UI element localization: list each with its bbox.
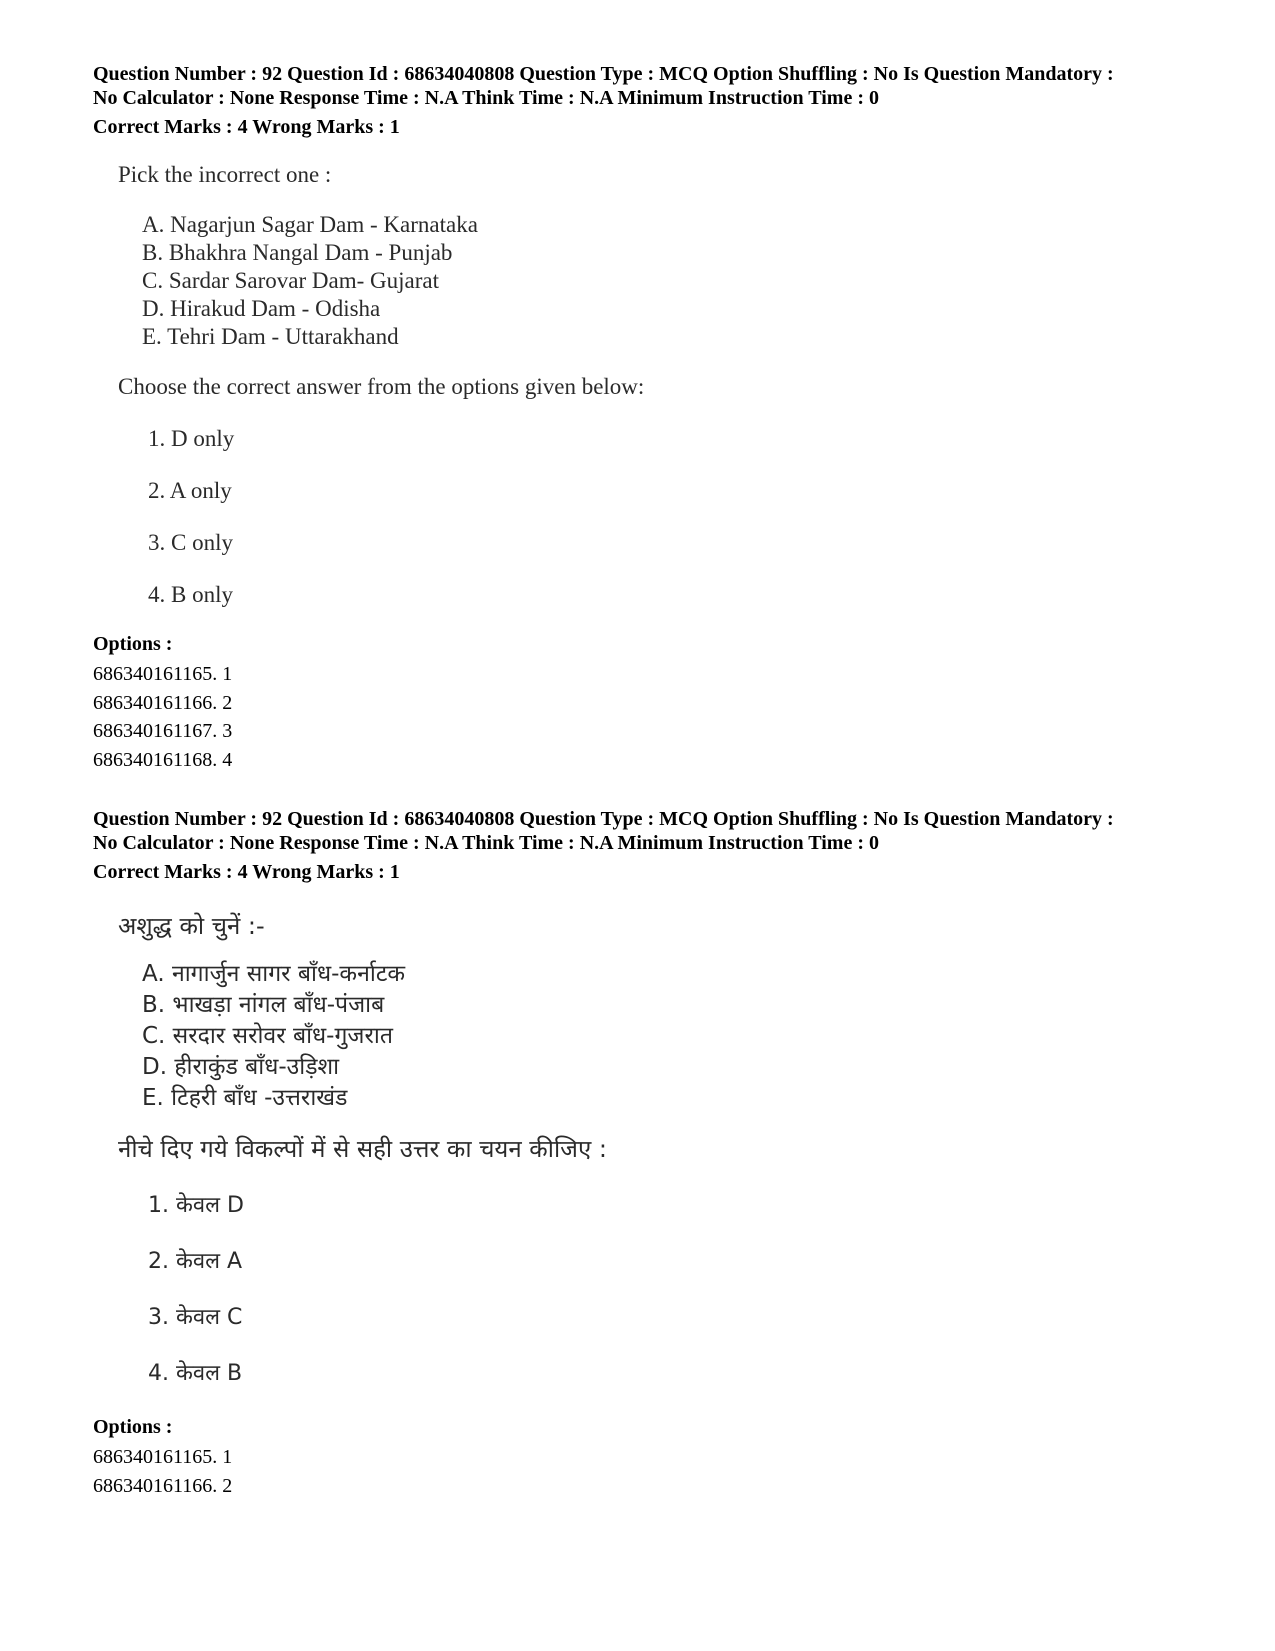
- question-prompt: Pick the incorrect one :: [118, 162, 332, 187]
- options-title: Options :: [93, 633, 173, 655]
- question-prompt: अशुद्ध को चुनें :-: [118, 912, 265, 940]
- answer-choice: 1. D only: [148, 426, 235, 451]
- question-1-header: [93, 62, 1243, 139]
- statement-item: A. Nagarjun Sagar Dam - Karnataka: [142, 212, 478, 237]
- statement-item: D. Hirakud Dam - Odisha: [142, 296, 381, 321]
- question-2-header: [93, 807, 1243, 884]
- question-meta-line-2: No Calculator : None Response Time : N.A Think Time : N.A Minimum Instruction Time : 0: [93, 832, 879, 854]
- question-meta: [93, 62, 1243, 110]
- question-meta-line-1: Question Number : 92 Question Id : 68634040808 Question Type : MCQ Option Shuffling : No Is Question Mandatory :: [93, 808, 1114, 830]
- statement-item: E. टिहरी बाँध -उत्तराखंड: [142, 1085, 348, 1111]
- option-line: 686340161165. 1: [93, 663, 233, 685]
- statement-item: B. Bhakhra Nangal Dam - Punjab: [142, 240, 453, 265]
- answer-choice: 2. A only: [148, 478, 232, 503]
- question-1-content: [118, 161, 644, 609]
- option-line: 686340161167. 3: [93, 720, 233, 742]
- answer-choice: 3. केवल C: [148, 1305, 243, 1330]
- statement-item: E. Tehri Dam - Uttarakhand: [142, 324, 399, 349]
- statement-item: C. Sardar Sarovar Dam- Gujarat: [142, 268, 439, 293]
- question-instruction: नीचे दिए गये विकल्पों में से सही उत्तर का चयन कीजिए :: [118, 1135, 607, 1163]
- answer-choice: 4. B only: [148, 582, 233, 607]
- question-2-options: [93, 1415, 1243, 1500]
- statement-list: [142, 959, 631, 1114]
- answer-choice: 2. केवल A: [148, 1249, 243, 1274]
- statement-item: A. नागार्जुन सागर बाँध-कर्नाटक: [142, 961, 406, 987]
- answer-choice: 3. C only: [148, 530, 233, 555]
- question-marks: Correct Marks : 4 Wrong Marks : 1: [93, 861, 400, 883]
- question-2-content: [118, 911, 607, 1388]
- question-instruction: Choose the correct answer from the options given below:: [118, 374, 645, 399]
- statement-list: [142, 211, 668, 351]
- statement-item: B. भाखड़ा नांगल बाँध-पंजाब: [142, 992, 385, 1018]
- option-line: 686340161168. 4: [93, 748, 233, 771]
- question-1-options: [93, 632, 1243, 774]
- question-marks: Correct Marks : 4 Wrong Marks : 1: [93, 116, 400, 138]
- statement-item: D. हीराकुंड बाँध-उड़िशा: [142, 1054, 340, 1080]
- question-meta: [93, 807, 1243, 855]
- answer-choice: 4. केवल B: [148, 1361, 243, 1386]
- option-line: 686340161165. 1: [93, 1446, 233, 1468]
- option-line: 686340161166. 2: [93, 1474, 233, 1497]
- option-line: 686340161166. 2: [93, 691, 233, 714]
- statement-item: C. सरदार सरोवर बाँध-गुजरात: [142, 1023, 393, 1049]
- answer-choice: 1. केवल D: [148, 1193, 244, 1218]
- question-meta-line-2: No Calculator : None Response Time : N.A Think Time : N.A Minimum Instruction Time : 0: [93, 87, 879, 109]
- options-title: Options :: [93, 1416, 173, 1438]
- question-meta-line-1: Question Number : 92 Question Id : 68634040808 Question Type : MCQ Option Shuffling : No Is Question Mandatory :: [93, 63, 1114, 85]
